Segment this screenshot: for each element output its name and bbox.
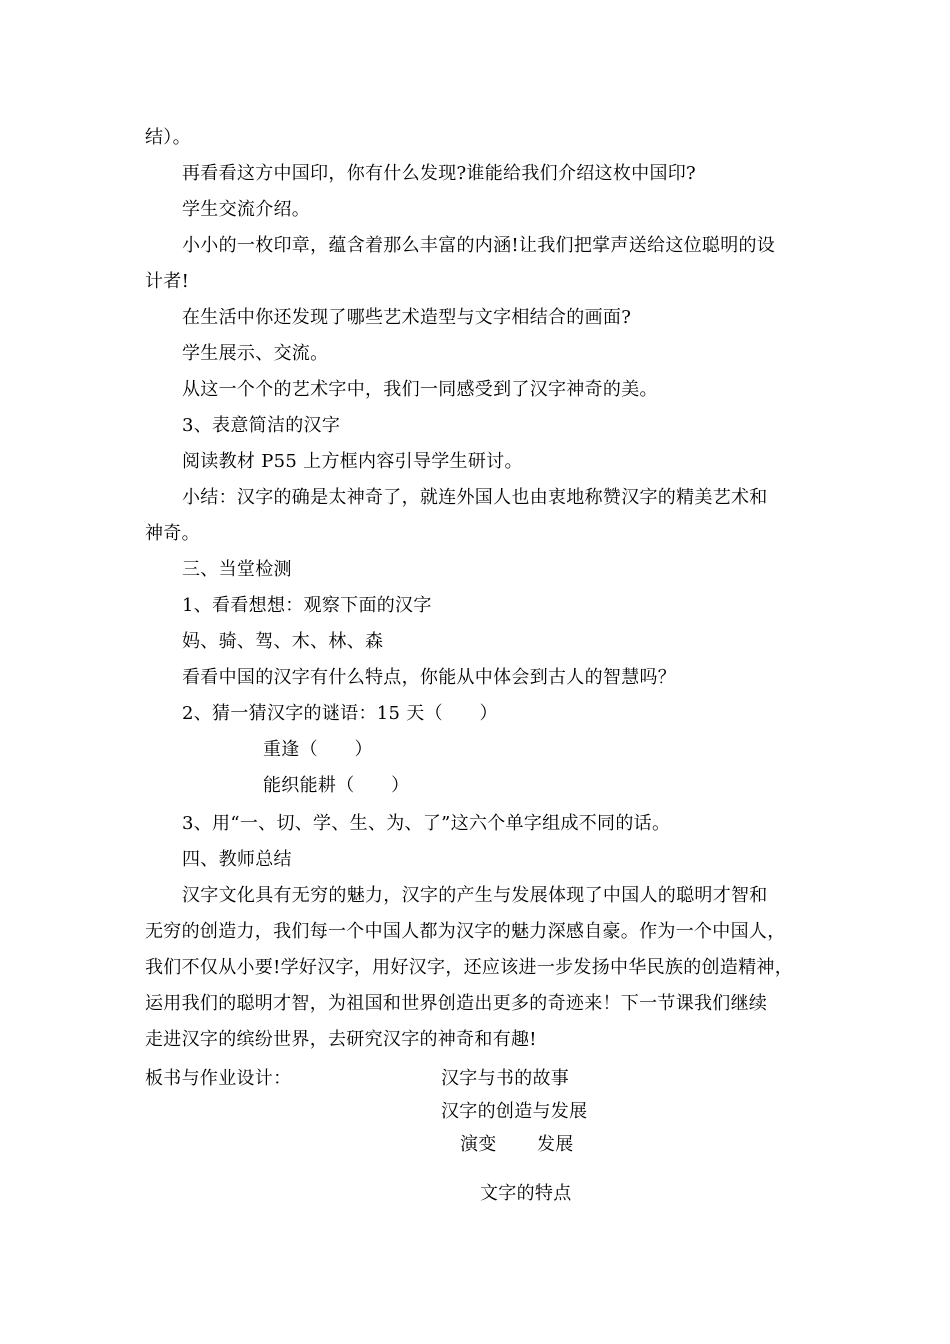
paragraph-line: 小结：汉字的确是太神奇了，就连外国人也由衷地称赞汉字的精美艺术和 xyxy=(182,487,768,508)
section-heading: 四、教师总结 xyxy=(182,849,292,870)
paragraph-line: 小小的一枚印章，蕴含着那么丰富的内涵!让我们把掌声送给这位聪明的设 xyxy=(182,235,776,256)
riddle-line: 重逢（ ） xyxy=(263,739,373,760)
paragraph-line: 1、看看想想：观察下面的汉字 xyxy=(182,595,432,616)
riddle-line: 能织能耕（ ） xyxy=(263,775,410,796)
paragraph-line: 走进汉字的缤纷世界，去研究汉字的神奇和有趣! xyxy=(145,1029,537,1050)
paragraph-line: 神奇。 xyxy=(145,523,200,544)
paragraph-line: 阅读教材 P55 上方框内容引导学生研讨。 xyxy=(182,451,523,472)
paragraph-line: 从这一个个的艺术字中，我们一同感受到了汉字神奇的美。 xyxy=(182,379,658,400)
paragraph-line: 结）。 xyxy=(145,127,191,148)
paragraph-line: 我们不仅从小要!学好汉字，用好汉字，还应该进一步发扬中华民族的创造精神， xyxy=(145,957,794,978)
paragraph-line: 再看看这方中国印，你有什么发现?谁能给我们介绍这枚中国印? xyxy=(182,163,696,184)
paragraph-line: 3、用“一、切、学、生、为、了”这六个单字组成不同的话。 xyxy=(182,813,671,834)
paragraph-line: 看看中国的汉字有什么特点，你能从中体会到古人的智慧吗？ xyxy=(182,667,677,688)
board-label: 板书与作业设计： xyxy=(145,1068,292,1089)
board-title: 汉字与书的故事 xyxy=(441,1068,570,1089)
paragraph-line: 无穷的创造力，我们每一个中国人都为汉字的魅力深感自豪。作为一个中国人， xyxy=(145,921,786,942)
paragraph-line: 2、猜一猜汉字的谜语：15 天（ ） xyxy=(182,703,498,724)
paragraph-line: 学生交流介绍。 xyxy=(182,199,311,220)
board-bottom: 文字的特点 xyxy=(480,1183,572,1204)
paragraph-line: 计者! xyxy=(145,271,190,292)
board-subtitle: 汉字的创造与发展 xyxy=(441,1101,588,1122)
board-branch-right: 发展 xyxy=(537,1134,574,1155)
section-heading: 3、表意简洁的汉字 xyxy=(182,415,341,436)
paragraph-line: 汉字文化具有无穷的魅力，汉字的产生与发展体现了中国人的聪明才智和 xyxy=(182,885,768,906)
paragraph-line: 妈、骑、驾、木、林、森 xyxy=(182,631,384,652)
section-heading: 三、当堂检测 xyxy=(182,559,292,580)
paragraph-line: 学生展示、交流。 xyxy=(182,343,329,364)
paragraph-line: 在生活中你还发现了哪些艺术造型与文字相结合的画面? xyxy=(182,307,632,328)
board-branch-left: 演变 xyxy=(460,1134,497,1155)
paragraph-line: 运用我们的聪明才智，为祖国和世界创造出更多的奇迹来！下一节课我们继续 xyxy=(145,993,768,1014)
